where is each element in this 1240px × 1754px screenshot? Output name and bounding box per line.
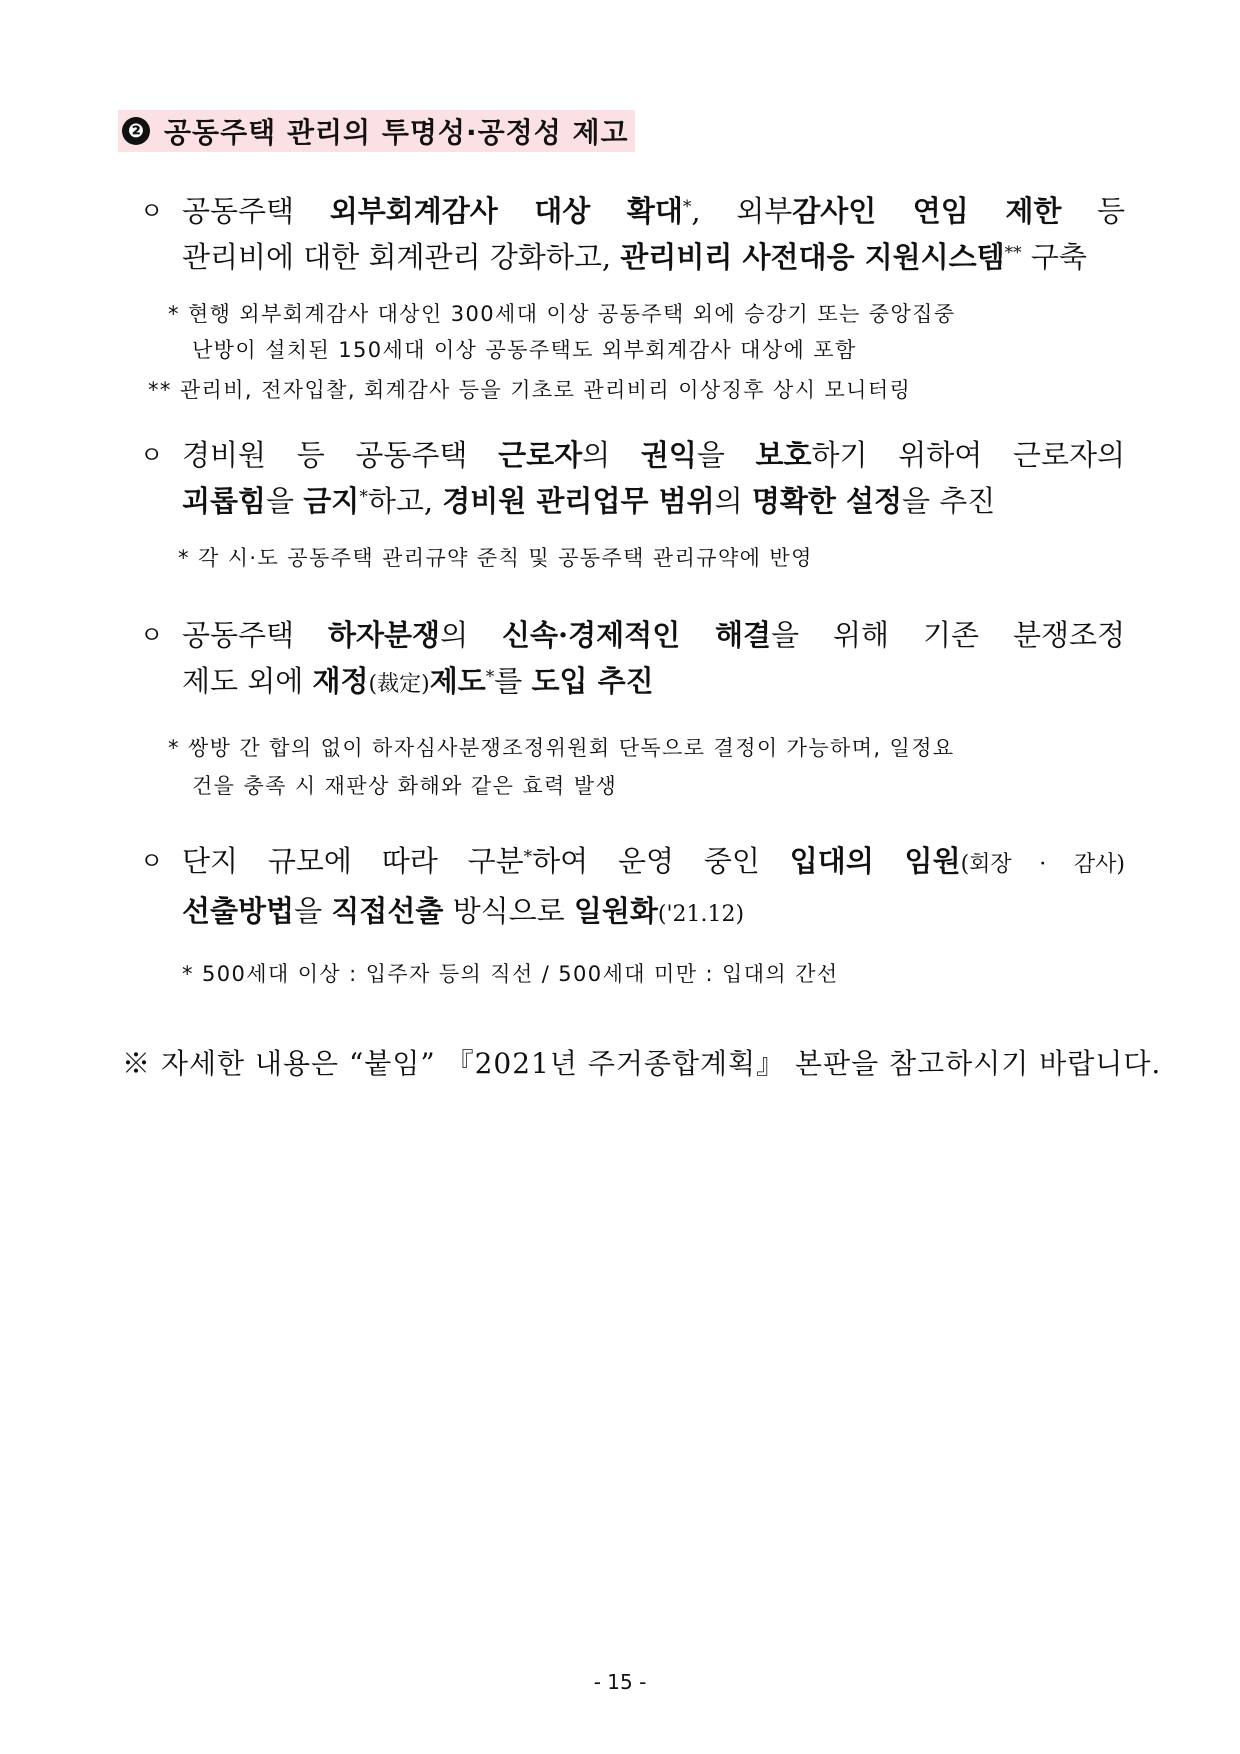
bold-text: 제도 <box>429 664 486 698</box>
bold-text: 근로자 <box>498 438 583 472</box>
text-run: 등 <box>1061 194 1126 228</box>
footnote: 난방이 설치된 150세대 이상 공동주택도 외부회계감사 대상에 포함 <box>192 338 857 362</box>
bullet-mark: ㅇ <box>140 197 164 225</box>
small-text: ('21.12) <box>657 902 745 927</box>
bold-text: 재정 <box>312 664 369 698</box>
section-number-badge: ❷ <box>122 117 150 145</box>
text-run: 의 <box>582 438 641 472</box>
bold-text: 선출방법 <box>182 894 295 928</box>
section-title: 공동주택 관리의 투명성·공정성 제고 <box>164 116 629 149</box>
text-run: 하여 운영 중인 <box>532 844 790 878</box>
text-run: 하고, <box>367 484 443 518</box>
footnote-marker: * <box>485 667 495 687</box>
bullet-line <box>182 838 1125 888</box>
footnote: 건을 충족 시 재판상 화해와 같은 효력 발생 <box>192 774 618 798</box>
text-run: 를 <box>494 664 532 698</box>
text-run: 관리비에 대한 회계관리 강화하고, <box>182 240 621 274</box>
bold-text: 경비원 관리업무 범위 <box>442 484 715 518</box>
text-run: 경비원 등 공동주택 <box>182 438 499 472</box>
footnote: * 각 시·도 공동주택 관리규약 준칙 및 공동주택 관리규약에 반영 <box>178 546 813 570</box>
text-run: 의 <box>440 618 503 652</box>
footnote-marker: ** <box>1004 243 1022 263</box>
text-run: 을 위해 기존 분쟁조정 <box>771 618 1126 652</box>
footnote: * 500세대 이상 : 입주자 등의 직선 / 500세대 미만 : 입대의 간선 <box>182 962 839 986</box>
footnote: * 현행 외부회계감사 대상인 300세대 이상 공동주택 외에 승강기 또는 중앙집중 <box>168 302 956 326</box>
bullet-item-workers <box>140 432 1125 524</box>
text-run: 을 <box>696 438 756 472</box>
footnote-marker: * <box>359 487 368 507</box>
text-run: 구축 <box>1021 240 1087 274</box>
bold-text: 도입 추진 <box>531 664 654 698</box>
bold-text: 감사인 연임 제한 <box>792 194 1062 228</box>
bold-text: 금지 <box>303 484 360 518</box>
text-run: 의 <box>714 484 752 518</box>
small-text: (裁定) <box>368 672 430 697</box>
text-run: , 외부 <box>691 194 793 228</box>
section-heading <box>118 110 635 152</box>
bold-text: 관리비리 사전대응 지원시스템 <box>620 240 1005 274</box>
page-number: - 15 - <box>593 1670 647 1694</box>
text-run: 을 추진 <box>902 484 996 518</box>
bold-text: 직접선출 <box>331 894 444 928</box>
footnote-marker: * <box>682 197 692 217</box>
footnote-marker: * <box>523 847 533 867</box>
bullet-line <box>182 432 1125 478</box>
footnote: ** 관리비, 전자입찰, 회계감사 등을 기초로 관리비리 이상징후 상시 모니터링 <box>148 378 912 402</box>
bullet-item-audit <box>140 188 1125 280</box>
text-run: 공동주택 <box>182 194 330 228</box>
text-run: 하기 위하여 근로자의 <box>811 438 1125 472</box>
bullet-line <box>182 658 1125 708</box>
bold-text: 신속·경제적인 해결 <box>502 618 772 652</box>
bold-text: 명확한 설정 <box>751 484 903 518</box>
bold-text: 외부회계감사 대상 확대 <box>329 194 683 228</box>
bullet-mark: ㅇ <box>140 441 164 469</box>
text-run: 을 <box>266 484 304 518</box>
bold-text: 일원화 <box>573 894 658 928</box>
footnote: * 쌍방 간 합의 없이 하자심사분쟁조정위원회 단독으로 결정이 가능하며, 일정요 <box>168 736 955 760</box>
bullet-line <box>182 888 1125 938</box>
bullet-line <box>182 234 1125 280</box>
bold-text: 보호 <box>755 438 812 472</box>
text-run: 단지 규모에 따라 구분 <box>182 844 524 878</box>
bullet-line <box>182 478 1125 524</box>
bold-text: 하자분쟁 <box>328 618 441 652</box>
bullet-item-disputes <box>140 612 1125 708</box>
text-run: 방식으로 <box>443 894 574 928</box>
bold-text: 권익 <box>640 438 697 472</box>
text-run: 을 <box>294 894 332 928</box>
reference-note: ※ 자세한 내용은 “붙임” 『2021년 주거종합계획』 본판을 참고하시기 바랍니다. <box>122 1047 1162 1080</box>
small-text: (회장 · 감사) <box>960 852 1126 877</box>
bullet-mark: ㅇ <box>140 847 164 875</box>
text-run: 공동주택 <box>182 618 328 652</box>
bold-text: 괴롭힘 <box>182 484 267 518</box>
bullet-line <box>182 612 1125 658</box>
bullet-item-election <box>140 838 1125 938</box>
text-run: 제도 외에 <box>182 664 313 698</box>
bullet-line <box>182 188 1125 234</box>
bold-text: 입대의 임원 <box>789 844 961 878</box>
bullet-mark: ㅇ <box>140 621 164 649</box>
